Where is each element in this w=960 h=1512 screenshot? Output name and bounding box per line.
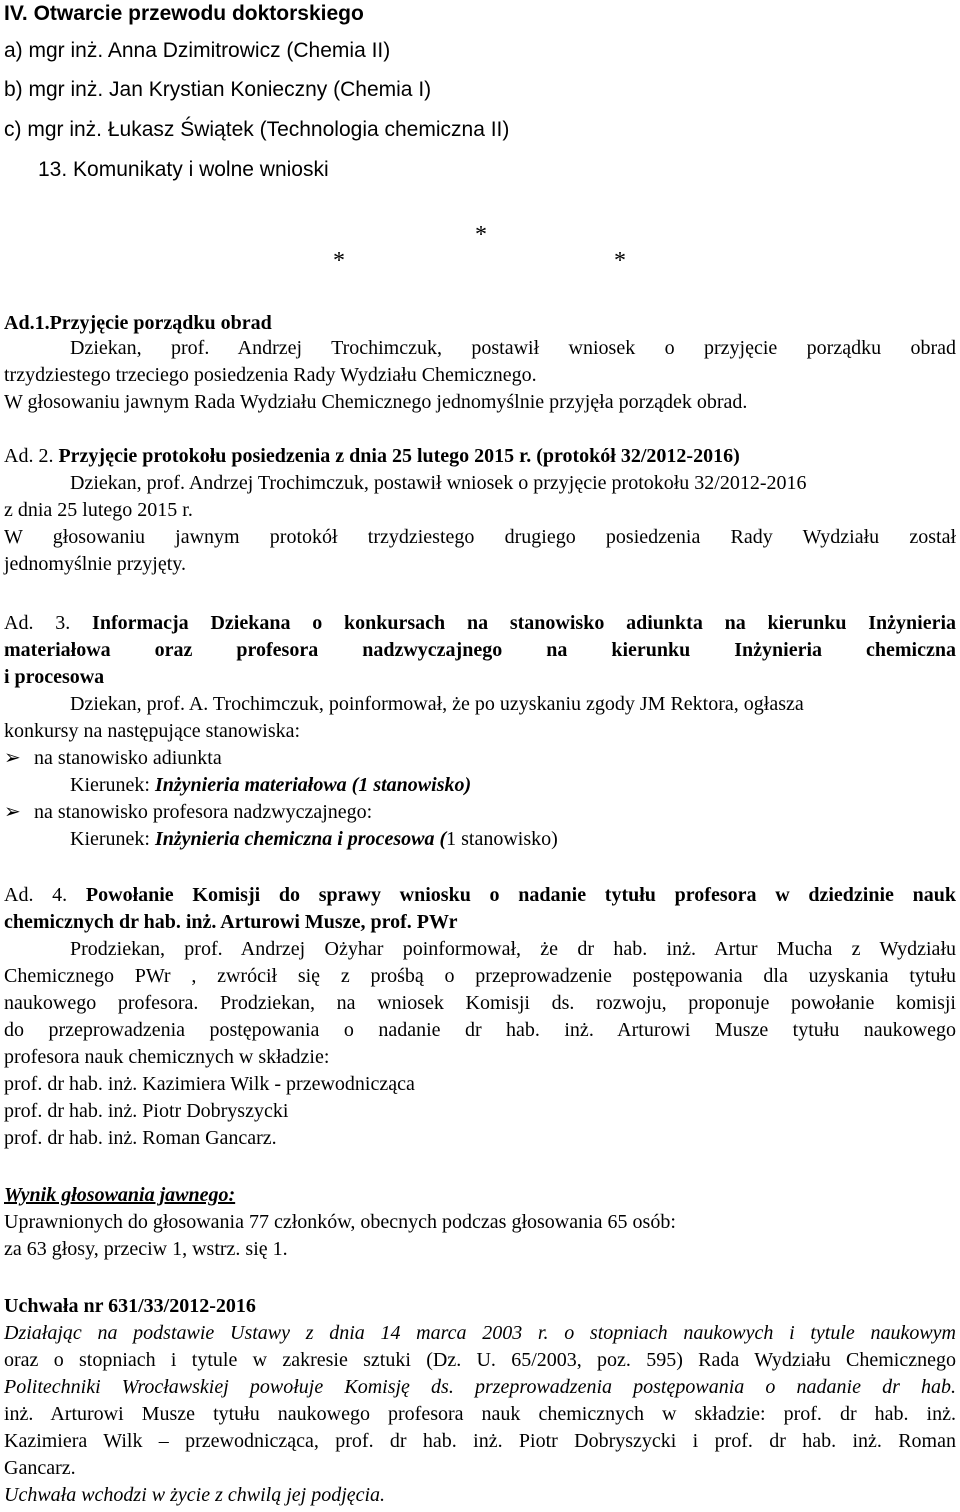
ad3-title-line1 [4, 610, 956, 636]
section-iv-item-c: c) mgr inż. Łukasz Świątek (Technologia chemiczna II) [4, 118, 510, 141]
resolution-line-4: inż. Arturowi Musze tytułu naukowego profesora nauk chemicznych w składzie: prof. dr hab. inż. [4, 1403, 956, 1425]
section-iv-item-b: b) mgr inż. Jan Krystian Konieczny (Chemia I) [4, 78, 432, 101]
ad4-title-line1 [4, 882, 956, 908]
ad4-para-line4: do przeprowadzenia postępowania o nadanie dr hab. inż. Arturowi Musze tytułu naukowego [4, 1019, 956, 1041]
resolution-line-2: oraz o stopniach i tytule w zakresie sztuki (Dz. U. 65/2003, poz. 595) Rada Wydziału Chemicznego [4, 1349, 956, 1371]
ad2-para2-line2: jednomyślnie przyjęty. [4, 553, 186, 575]
ad1-para1-line1: Dziekan, prof. Andrzej Trochimczuk, postawił wniosek o przyjęcie porządku obrad [70, 337, 956, 359]
vote-line-2: za 63 głosy, przeciw 1, wstrz. się 1. [4, 1238, 288, 1260]
resolution-line-1: Działając na podstawie Ustawy z dnia 14 marca 2003 r. o stopniach naukowych i tytule naukowym [4, 1322, 956, 1344]
ad3-para1-line2: konkursy na następujące stanowiska: [4, 720, 301, 742]
ad2-para1-line2: z dnia 25 lutego 2015 r. [4, 499, 193, 521]
ad1-title: Ad.1.Przyjęcie porządku obrad [4, 312, 272, 334]
ad3-title-line1-text: Informacja Dziekana o konkursach na stanowisko adiunkta na kierunku Inżynieria [92, 612, 957, 634]
resolution-line-6: Gancarz. [4, 1457, 76, 1479]
ad3-para1-line1: Dziekan, prof. A. Trochimczuk, poinformował, że po uzyskaniu zgody JM Rektora, ogłasza [70, 693, 804, 715]
separator-star-left: * [333, 248, 345, 274]
resolution-title: Uchwała nr 631/33/2012-2016 [4, 1295, 256, 1317]
ad3-kierunek-2 [70, 826, 558, 852]
ad4-title-line1-text: Powołanie Komisji do sprawy wniosku o nadanie tytułu profesora w dziedzinie nauk [85, 884, 957, 906]
ad3-kierunek-2-value: Inżynieria chemiczna i procesowa ( [154, 828, 447, 850]
ad3-bullet-1-text: na stanowisko adiunkta [34, 747, 222, 769]
ad4-member-3: prof. dr hab. inż. Roman Gancarz. [4, 1127, 277, 1149]
ad1-para2: W głosowaniu jawnym Rada Wydziału Chemicznego jednomyślnie przyjęła porządek obrad. [4, 391, 748, 413]
ad4-para-line3: naukowego profesora. Prodziekan, na wniosek Komisji ds. rozwoju, proponuje powołanie komisji [4, 992, 956, 1014]
ad2-label: Ad. 2. [4, 445, 54, 467]
ad3-bullet-2-text: na stanowisko profesora nadzwyczajnego: [34, 801, 373, 823]
ad1-para1-line2: trzydziestego trzeciego posiedzenia Rady Wydziału Chemicznego. [4, 364, 537, 386]
ad4-para-line2: Chemicznego PWr , zwrócił się z prośbą o przeprowadzenie postępowania dla uzyskania tytułu [4, 965, 956, 987]
ad2-heading [4, 443, 740, 469]
arrow-bullet-icon: ➢ [4, 747, 21, 769]
ad3-title-line3: i procesowa [4, 666, 105, 688]
ad3-kierunek-2-label: Kierunek: [70, 828, 155, 850]
ad3-bullet-1 [4, 745, 222, 771]
separator-star-right: * [614, 248, 626, 274]
resolution-line-5: Kazimiera Wilk – przewodnicząca, prof. dr hab. inż. Piotr Dobryszycki i prof. dr hab. inż. Roman [4, 1430, 956, 1452]
ad4-member-2: prof. dr hab. inż. Piotr Dobryszycki [4, 1100, 289, 1122]
ad2-title: Przyjęcie protokołu posiedzenia z dnia 25 lutego 2015 r. (protokół 32/2012-2016) [58, 445, 740, 467]
arrow-bullet-icon: ➢ [4, 801, 21, 823]
ad4-para-line5: profesora nauk chemicznych w składzie: [4, 1046, 330, 1068]
vote-line-1: Uprawnionych do głosowania 77 członków, obecnych podczas głosowania 65 osób: [4, 1211, 676, 1233]
ad4-para-line1: Prodziekan, prof. Andrzej Ożyhar poinformował, że dr hab. inż. Artur Mucha z Wydziału [70, 938, 956, 960]
ad3-label: Ad. 3. [4, 612, 71, 634]
ad4-title-line2: chemicznych dr hab. inż. Arturowi Musze, prof. PWr [4, 911, 458, 933]
ad3-kierunek-2-tail: 1 stanowisko) [446, 828, 558, 850]
ad2-para2-line1: W głosowaniu jawnym protokół trzydziestego drugiego posiedzenia Rady Wydziału został [4, 526, 956, 548]
ad3-kierunek-1-label: Kierunek: [70, 774, 155, 796]
section-iv-title: IV. Otwarcie przewodu doktorskiego [4, 2, 364, 25]
ad3-bullet-2 [4, 799, 372, 825]
ad3-kierunek-1-value: Inżynieria materiałowa (1 stanowisko) [154, 774, 472, 796]
resolution-line-3: Politechniki Wrocławskiej powołuje Komisję ds. przeprowadzenia postępowania o nadanie dr hab. [4, 1376, 956, 1398]
section-iv-item-a: a) mgr inż. Anna Dzimitrowicz (Chemia II) [4, 39, 391, 62]
ad3-kierunek-1 [70, 772, 471, 798]
ad4-member-1: prof. dr hab. inż. Kazimiera Wilk - przewodnicząca [4, 1073, 415, 1095]
separator-star-top: * [475, 222, 487, 248]
ad4-label: Ad. 4. [4, 884, 68, 906]
resolution-line-7: Uchwała wchodzi w życie z chwilą jej podjęcia. [4, 1484, 386, 1506]
vote-title: Wynik głosowania jawnego: [4, 1184, 236, 1206]
ad3-title-line2: materiałowa oraz profesora nadzwyczajnego na kierunku Inżynieria chemiczna [4, 639, 956, 661]
item-13: 13. Komunikaty i wolne wnioski [38, 158, 329, 181]
ad2-para1-line1: Dziekan, prof. Andrzej Trochimczuk, postawił wniosek o przyjęcie protokołu 32/2012-2016 [70, 472, 807, 494]
